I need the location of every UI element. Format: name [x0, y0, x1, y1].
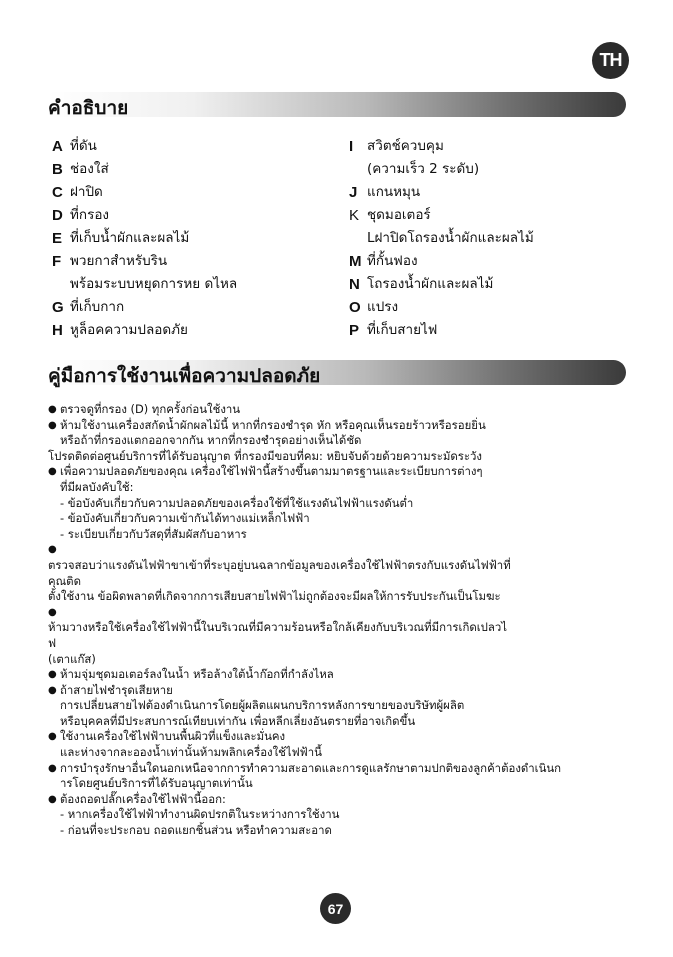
safety-text: โปรดติดต่อศูนย์บริการที่ได้รับอนุญาต ที่กรองมีขอบที่คม: หยิบจับด้วยด้วยความระมัดระวัง	[48, 448, 482, 463]
safety-title: คู่มือการใช้งานเพื่อความปลอดภัย	[48, 365, 321, 387]
safety-text: ตรวจดูที่กรอง (D) ทุกครั้งก่อนใช้งาน	[60, 402, 241, 416]
safety-bullet	[48, 542, 626, 558]
parts-list-right	[349, 135, 534, 342]
safety-text: ห้ามวางหรือใช้เครื่องใช้ไฟฟ้านี้ในบริเวณที่มีความร้อนหรือใกล้เคียงกับบริเวณที่มีการเกิดเปลวไ	[48, 620, 507, 635]
part-item	[52, 158, 237, 181]
part-item	[349, 273, 534, 296]
part-item	[349, 296, 534, 319]
safety-text: คุณติด	[48, 573, 81, 588]
part-label: ที่ดัน	[70, 138, 97, 154]
part-label: โถรองน้ำผักและผลไม้	[367, 276, 494, 292]
safety-text: ถ้าสายไฟชำรุดเสียหาย	[60, 682, 173, 697]
bullet-icon: ●	[48, 684, 57, 696]
safety-bullet	[48, 418, 626, 434]
safety-text: และห่างจากละอองน้ำเท่านั้นห้ามพลิกเครื่องใช้ไฟฟ้านี้	[60, 745, 322, 760]
safety-bullet	[48, 605, 626, 621]
part-label: พวยกาสำหรับริน	[70, 253, 168, 269]
part-letter: K	[349, 207, 360, 224]
part-label: ที่กรอง	[70, 207, 110, 223]
page-number: 67	[320, 893, 351, 924]
part-label: แปรง	[367, 299, 399, 315]
safety-text: ฟ	[48, 635, 57, 650]
safety-text: หรือบุคคลที่มีประสบการณ์เทียบเท่ากัน เพื่อหลีกเลี่ยงอันตรายที่อาจเกิดขึ้น	[60, 713, 416, 728]
safety-bullet	[48, 761, 626, 777]
part-label-continuation: (ความเร็ว 2 ระดับ)	[367, 161, 480, 177]
part-letter: J	[349, 184, 358, 201]
part-item	[52, 319, 237, 342]
part-letter: C	[52, 184, 63, 201]
part-item	[349, 319, 534, 342]
part-label: สวิตช์ควบคุม	[367, 138, 444, 154]
part-item	[52, 227, 237, 250]
part-letter: D	[52, 207, 63, 224]
bullet-icon: ●	[48, 762, 57, 774]
safety-text: การบำรุงรักษาอื่นใดนอกเหนือจากการทำความสะอาดและการดูแลรักษาตามปกติของลูกค้าต้องดำเนินก	[60, 760, 562, 775]
part-letter: I	[349, 138, 354, 155]
safety-bullet	[48, 683, 626, 699]
part-label: ฝาปิด	[70, 184, 103, 200]
part-item	[349, 135, 534, 158]
part-label: ที่กั้นฟอง	[367, 253, 418, 269]
part-letter: P	[349, 322, 360, 339]
part-item	[52, 250, 237, 273]
safety-text: ที่มีผลบังคับใช้:	[60, 479, 134, 494]
safety-bullet	[48, 464, 626, 480]
safety-subitem: - ก่อนที่จะประกอบ ถอดแยกชิ้นส่วน หรือทำความสะอาด	[60, 823, 332, 838]
safety-text: ารโดยศูนย์บริการที่ได้รับอนุญาตเท่านั้น	[60, 776, 253, 791]
safety-text: การเปลี่ยนสายไฟต้องดำเนินการโดยผู้ผลิตแผนกบริการหลังการขายของบริษัทผู้ผลิต	[60, 698, 465, 713]
part-letter: A	[52, 138, 63, 155]
bullet-icon: ●	[48, 404, 57, 415]
part-item	[52, 204, 237, 227]
part-label: ที่เก็บสายไฟ	[367, 322, 438, 338]
safety-text: ห้ามใช้งานเครื่องสกัดน้ำผักผลไม้นี้ หากที่กรองชำรุด หัก หรือคุณเห็นรอยร้าวหรือรอยยิ่น	[60, 417, 486, 432]
part-item	[349, 250, 534, 273]
part-item	[52, 296, 237, 319]
safety-subitem: - ระเบียบเกี่ยวกับวัสดุที่สัมผัสกับอาหาร	[60, 526, 247, 541]
parts-title-bar	[48, 92, 626, 117]
safety-bullet	[48, 667, 626, 683]
bullet-icon: ●	[48, 669, 57, 681]
safety-text: ต้องถอดปลั๊กเครื่องใช้ไฟฟ้านี้ออก:	[60, 791, 226, 806]
part-label: ชุดมอเตอร์	[367, 207, 431, 223]
part-letter: B	[52, 161, 63, 178]
safety-text: ตรวจสอบว่าแรงดันไฟฟ้าขาเข้าที่ระบุอยู่บนฉลากข้อมูลของเครื่องใช้ไฟฟ้าตรงกับแรงดันไฟฟ้าที่	[48, 557, 511, 572]
part-letter: F	[52, 253, 62, 270]
parts-title: คำอธิบาย	[48, 97, 129, 119]
part-letter: O	[349, 299, 361, 316]
safety-subitem: - ข้อบังคับเกี่ยวกับความเข้ากันได้ทางแม่เหล็กไฟฟ้า	[60, 511, 310, 526]
part-item	[349, 204, 534, 227]
part-letter: G	[52, 299, 64, 316]
safety-instructions	[48, 402, 626, 839]
safety-text: (เตาแก๊ส)	[48, 651, 96, 666]
parts-list-left	[52, 135, 237, 342]
part-letter: H	[52, 322, 63, 339]
part-label: หูล็อคความปลอดภัย	[70, 322, 188, 338]
part-label-continuation: Lฝาปิดโถรองน้ำผักและผลไม้	[367, 230, 534, 246]
safety-text: หรือถ้าที่กรองแตกออกจากกัน หากที่กรองชำรุดอย่างเห็นได้ชัด	[60, 433, 362, 448]
part-label: ช่องใส่	[70, 161, 109, 177]
part-letter: N	[349, 276, 360, 293]
safety-text: ใช้งานเครื่องใช้ไฟฟ้าบนพื้นผิวที่แข็งและมั่นคง	[60, 729, 286, 744]
safety-bullet	[48, 792, 626, 808]
bullet-icon: ●	[48, 731, 57, 743]
part-label: แกนหมุน	[367, 184, 421, 200]
part-label: ที่เก็บน้ำผักและผลไม้	[70, 230, 190, 246]
safety-subitem: - หากเครื่องใช้ไฟฟ้าทำงานผิดปรกติในระหว่างการใช้งาน	[60, 807, 340, 822]
part-item	[52, 135, 237, 158]
bullet-icon: ●	[48, 544, 57, 556]
language-badge: TH	[592, 42, 629, 79]
bullet-icon: ●	[48, 606, 57, 618]
safety-title-bar	[48, 360, 626, 385]
part-label: ที่เก็บกาก	[70, 299, 125, 315]
safety-bullet	[48, 729, 626, 745]
bullet-icon: ●	[48, 466, 57, 478]
part-item	[52, 181, 237, 204]
safety-text: เพื่อความปลอดภัยของคุณ เครื่องใช้ไฟฟ้านี้สร้างขึ้นตามมาตรฐานและระเบียบการต่างๆ	[60, 464, 483, 479]
safety-text: ตั้งใช้งาน ข้อผิดพลาดที่เกิดจากการเสียบสายไฟฟ้าไม่ถูกต้องจะมีผลให้การรับประกันเป็นโมฆะ	[48, 589, 501, 604]
part-label-continuation: พร้อมระบบหยุดการหย ดไหล	[70, 276, 238, 292]
part-item	[349, 181, 534, 204]
bullet-icon: ●	[48, 419, 57, 431]
safety-text: ห้ามจุ่มชุดมอเตอร์ลงในน้ำ หรือล้างใต้น้ำก๊อกที่กำลังไหล	[60, 667, 334, 682]
part-letter: M	[349, 253, 362, 270]
safety-bullet	[48, 402, 626, 418]
bullet-icon: ●	[48, 793, 57, 805]
safety-subitem: - ข้อบังคับเกี่ยวกับความปลอดภัยของเครื่องใช้ที่ใช้แรงดันไฟฟ้าแรงดันต่ำ	[60, 495, 414, 510]
part-letter: E	[52, 230, 63, 247]
